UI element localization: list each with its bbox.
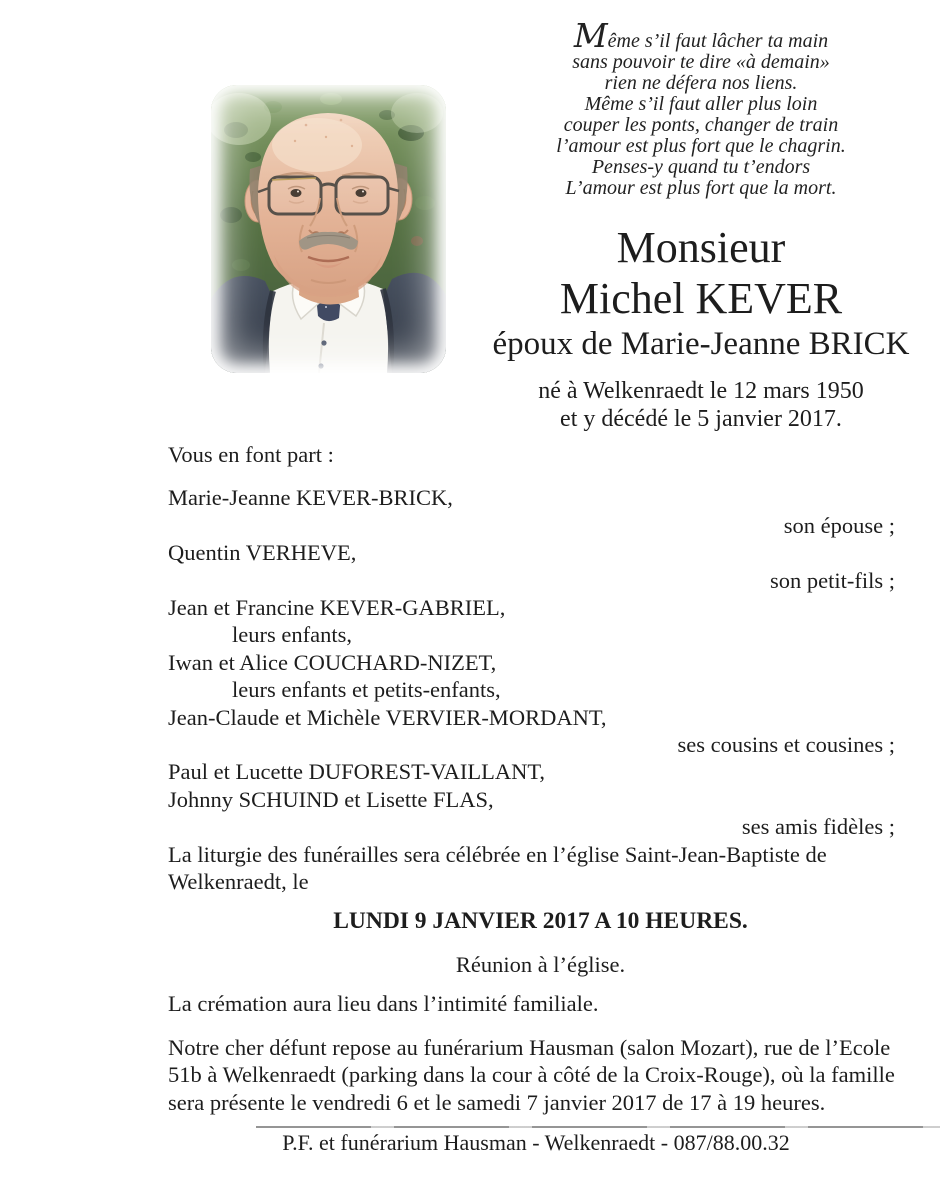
birth-line: né à Welkenraedt le 12 mars 1950: [538, 378, 864, 404]
family-line: Jean-Claude et Michèle VERVIER-MORDANT,: [168, 704, 607, 730]
meeting-info: Réunion à l’église.: [455, 951, 626, 977]
relation-label: ses amis fidèles ;: [741, 814, 895, 840]
portrait-photo: [211, 85, 446, 373]
family-line: Iwan et Alice COUCHARD-NIZET,: [168, 649, 497, 675]
family-line: Marie-Jeanne KEVER-BRICK,: [168, 485, 453, 511]
poem-line: l’amour est plus fort que le chagrin.: [556, 135, 846, 157]
family-line: Quentin VERHEVE,: [168, 540, 357, 566]
announcement-intro: Vous en font part :: [168, 442, 334, 467]
poem-line: couper les ponts, changer de train: [563, 114, 839, 136]
liturgy-text: La liturgie des funérailles sera célébrée en l’église Saint-Jean-Baptiste de: [168, 841, 827, 867]
spouse-line: époux de Marie-Jeanne BRICK: [492, 326, 910, 362]
portrait-illustration: [211, 85, 446, 373]
footer-divider: [256, 1126, 940, 1128]
relation-label: ses cousins et cousines ;: [677, 732, 895, 758]
funeral-date: LUNDI 9 JANVIER 2017 A 10 HEURES.: [333, 907, 748, 934]
family-line: leurs enfants et petits-enfants,: [232, 677, 501, 703]
repose-info: 51b à Welkenraedt (parking dans la cour à côté de la Croix-Rouge), où la famille: [168, 1062, 895, 1088]
liturgy-text: Welkenraedt, le: [168, 869, 309, 895]
salutation: Monsieur: [616, 223, 786, 272]
poem-line: sans pouvoir te dire «à demain»: [572, 51, 830, 73]
poem-line: rien ne défera nos liens.: [604, 72, 798, 94]
memorial-poem: [455, 16, 947, 199]
family-line: leurs enfants,: [232, 622, 352, 648]
relation-label: son épouse ;: [783, 512, 895, 538]
poem-line: Penses-y quand tu t’endors: [591, 156, 811, 178]
family-line: Paul et Lucette DUFOREST-VAILLANT,: [168, 759, 546, 785]
deceased-title-block: [455, 222, 947, 433]
family-line: Johnny SCHUIND et Lisette FLAS,: [168, 786, 494, 812]
poem-line: L’amour est plus fort que la mort.: [565, 177, 837, 199]
footer-contact: P.F. et funérarium Hausman - Welkenraedt - 087/88.00.32: [282, 1130, 790, 1155]
family-line: Jean et Francine KEVER-GABRIEL,: [168, 595, 506, 621]
death-line: et y décédé le 5 janvier 2017.: [560, 406, 842, 432]
repose-info: sera présente le vendredi 6 et le samedi 7 janvier 2017 de 17 à 19 heures.: [168, 1089, 826, 1115]
relation-label: son petit-fils ;: [770, 567, 895, 593]
announcement-body: [168, 441, 895, 1116]
poem-line: Même s’il faut aller plus loin: [584, 93, 818, 115]
repose-info: Notre cher défunt repose au funérarium Hausman (salon Mozart), rue de l’Ecole: [168, 1034, 891, 1060]
deceased-name: Michel KEVER: [559, 274, 843, 323]
poem-line: Même s’il faut lâcher ta main: [573, 16, 829, 55]
cremation-info: La crémation aura lieu dans l’intimité familiale.: [168, 991, 599, 1017]
